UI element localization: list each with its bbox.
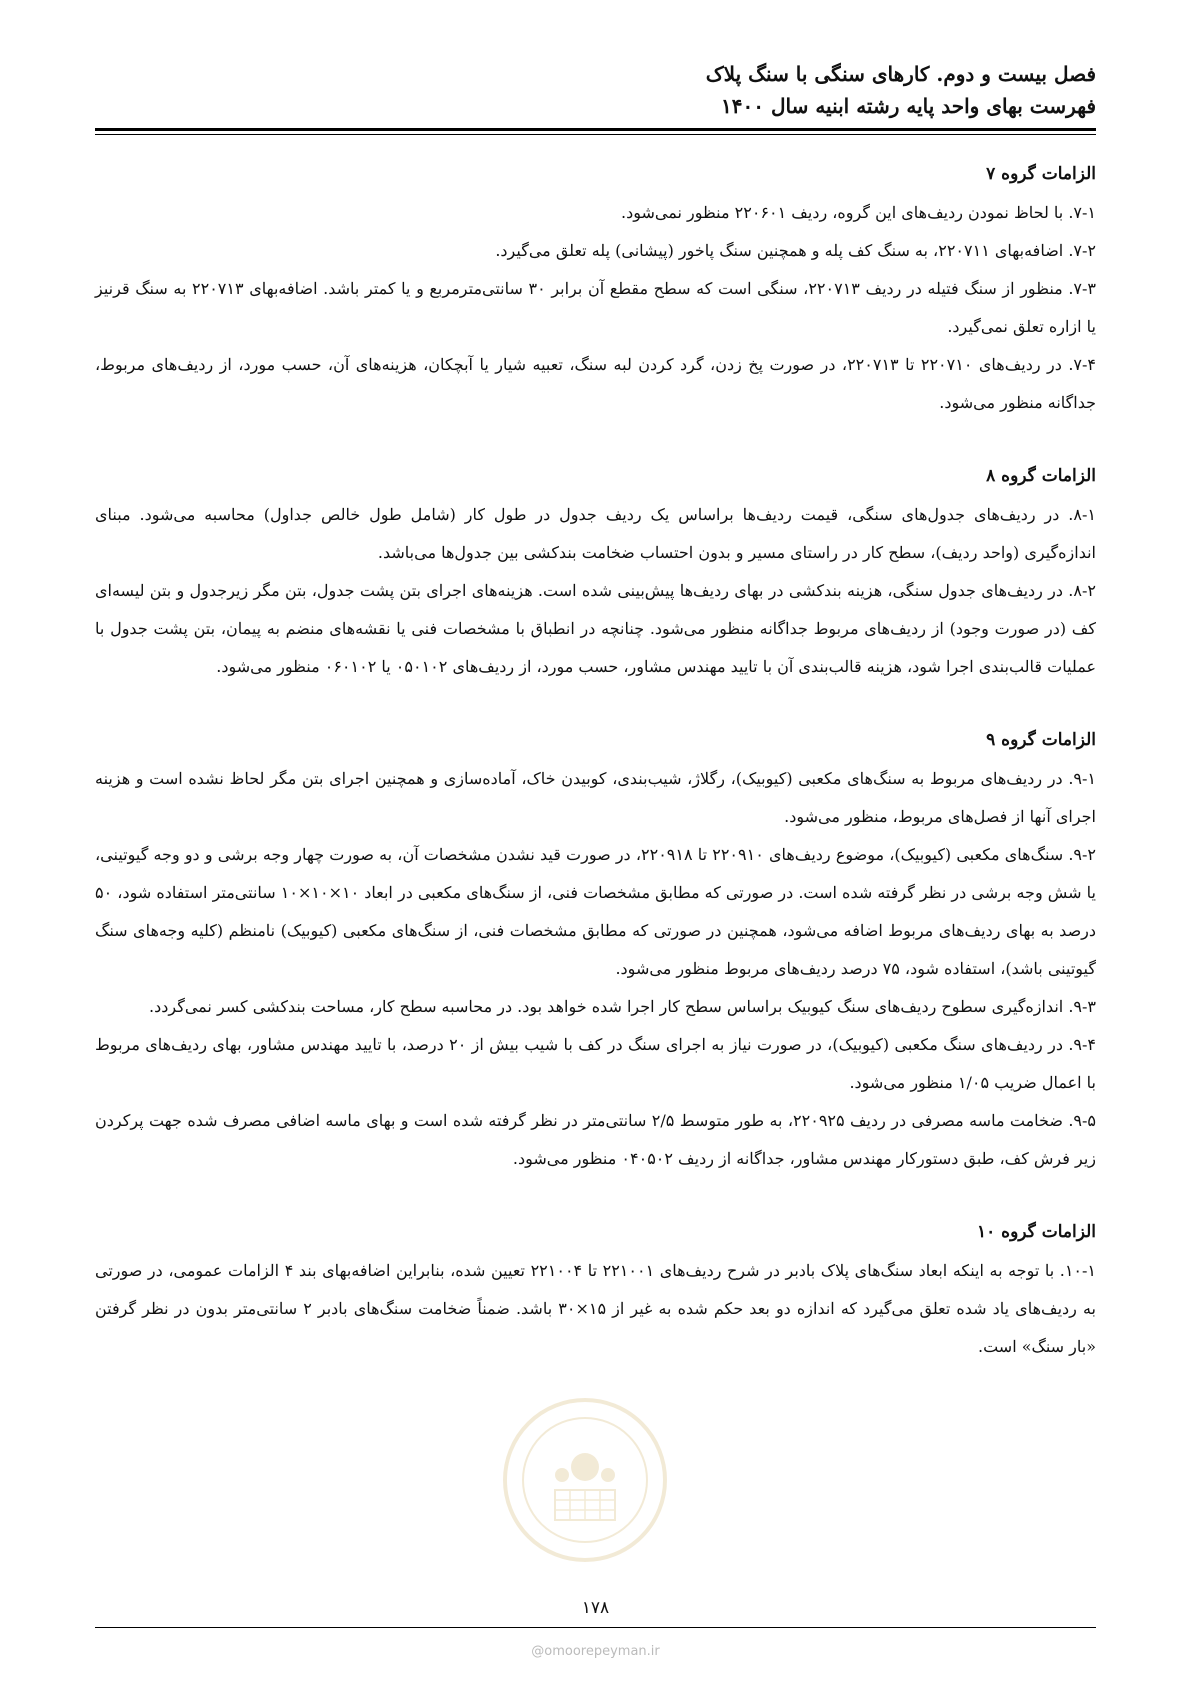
header-rule-thick	[95, 128, 1096, 131]
site-watermark-text: @omoorepeyman.ir	[531, 1644, 660, 1659]
price-list-title: فهرست بهای واحد پایه رشته ابنیه سال ۱۴۰۰	[721, 94, 1096, 118]
paragraph: ۹-۵. ضخامت ماسه مصرفی در ردیف ۲۲۰۹۲۵، به طور متوسط ۲/۵ سانتی‌متر در نظر گرفته شده است و بهای ماسه اضافی مصرف شده جهت پرکردن زیر فرش کف، طبق دستورکار مهندس مشاور، جداگانه از ردیف ۰۴۰۵۰۲ منظور می‌شود.	[95, 1111, 1097, 1168]
paragraph: ۹-۳. اندازه‌گیری سطوح ردیف‌های سنگ کیوبیک براساس سطح کار اجرا شده خواهد بود. در محاسبه سطح کار، مساحت بندکشی کسر نمی‌گردد.	[149, 997, 1096, 1016]
paragraph: ۹-۲. سنگ‌های مکعبی (کیوبیک)، موضوع ردیف‌های ۲۲۰۹۱۰ تا ۲۲۰۹۱۸، در صورت قید نشدن مشخصات آن، به صورت چهار وجه برشی و دو وجه گیوتینی، یا شش وجه برشی در نظر گرفته شده است. در صورتی که مطابق مشخصات فنی، از سنگ‌های مکعبی در ابعاد ۱۰×۱۰×۱۰ سانتی‌متر استفاده شود، ۵۰ درصد به بهای ردیف‌های مربوط اضافه می‌شود، همچنین در صورتی که مطابق مشخصات فنی، از سنگ‌های مکعبی (کیوبیک) نامنظم (کلیه وجه‌های سنگ گیوتینی باشد)، استفاده شود، ۷۵ درصد ردیف‌های مربوط منظور می‌شود.	[95, 845, 1097, 978]
footer-rule	[95, 1627, 1096, 1628]
paragraph: ۷-۴. در ردیف‌های ۲۲۰۷۱۰ تا ۲۲۰۷۱۳، در صورت پخ زدن، گرد کردن لبه سنگ، تعبیه شیار یا آبچکان، هزینه‌های آن، حسب مورد، از ردیف‌های مربوط، جداگانه منظور می‌شود.	[95, 355, 1097, 412]
page-number: ۱۷۸	[581, 1598, 610, 1618]
paragraph: ۷-۱. با لحاظ نمودن ردیف‌های این گروه، ردیف ۲۲۰۶۰۱ منظور نمی‌شود.	[621, 203, 1096, 222]
watermark-seal-icon	[500, 1395, 670, 1565]
paragraph: ۸-۲. در ردیف‌های جدول سنگی، هزینه بندکشی در بهای ردیف‌ها پیش‌بینی شده است. هزینه‌های اجرای بتن پشت جدول، بتن مگر زیرجدول و بتن لیسه‌ای کف (در صورت وجود) از ردیف‌های مربوط جداگانه منظور می‌شود. چنانچه در انطباق با مشخصات فنی یا نقشه‌های منضم به پیمان، بتن پشت جدول با عملیات قالب‌بندی اجرا شود، هزینه قالب‌بندی آن با تایید مهندس مشاور، حسب مورد، از ردیف‌های ۰۵۰۱۰۲ یا ۰۶۰۱۰۲ منظور می‌شود.	[95, 581, 1096, 676]
paragraph: ۷-۳. منظور از سنگ فتیله در ردیف ۲۲۰۷۱۳، سنگی است که سطح مقطع آن برابر ۳۰ سانتی‌مترمربع و یا کمتر باشد. اضافه‌بهای ۲۲۰۷۱۳ به سنگ قرنیز یا ازاره تعلق نمی‌گیرد.	[95, 279, 1097, 336]
paragraph: ۸-۱. در ردیف‌های جدول‌های سنگی، قیمت ردیف‌ها براساس یک ردیف جدول در طول کار (شامل طول خالص جداول) محاسبه می‌شود. مبنای اندازه‌گیری (واحد ردیف)، سطح کار در راستای مسیر و بدون احتساب ضخامت بندکشی بین جدول‌ها می‌باشد.	[95, 505, 1096, 562]
section-title: الزامات گروه ۹	[986, 730, 1096, 750]
header-rule-thin	[95, 134, 1096, 135]
body-content	[95, 160, 1096, 1406]
section-title: الزامات گروه ۷	[986, 164, 1096, 184]
paragraph: ۹-۱. در ردیف‌های مربوط به سنگ‌های مکعبی (کیوبیک)، رگلاژ، شیب‌بندی، کوبیدن خاک، آماده‌سازی و همچنین اجرای بتن مگر لحاظ نشده است و هزینه اجرای آنها از فصل‌های مربوط، منظور می‌شود.	[95, 769, 1096, 826]
page-header	[96, 58, 1096, 122]
section-group-10	[95, 1218, 1096, 1366]
paragraph: ۱۰-۱. با توجه به اینکه ابعاد سنگ‌های پلاک بادبر در شرح ردیف‌های ۲۲۱۰۰۱ تا ۲۲۱۰۰۴ تعیین شده، بنابراین اضافه‌بهای بند ۴ الزامات عمومی، در صورتی به ردیف‌های یاد شده تعلق می‌گیرد که اندازه دو بعد حکم شده به غیر از ۱۵×۳۰ باشد. ضمناً ضخامت سنگ‌های بادبر ۲ سانتی‌متر بدون در نظر گرفتن «بار سنگ» است.	[95, 1261, 1097, 1356]
section-group-9	[95, 726, 1096, 1178]
section-title: الزامات گروه ۸	[986, 466, 1096, 486]
section-group-7	[95, 160, 1096, 422]
section-title: الزامات گروه ۱۰	[977, 1222, 1096, 1242]
chapter-title: فصل بیست و دوم. کارهای سنگی با سنگ پلاک	[705, 62, 1096, 86]
section-group-8	[95, 462, 1096, 686]
paragraph: ۹-۴. در ردیف‌های سنگ مکعبی (کیوبیک)، در صورت نیاز به اجرای سنگ در کف با شیب بیش از ۲۰ درصد، با تایید مهندس مشاور، بهای ردیف‌های مربوط با اعمال ضریب ۱/۰۵ منظور می‌شود.	[95, 1035, 1097, 1092]
paragraph: ۷-۲. اضافه‌بهای ۲۲۰۷۱۱، به سنگ کف پله و همچنین سنگ پاخور (پیشانی) پله تعلق می‌گیرد.	[495, 241, 1096, 260]
